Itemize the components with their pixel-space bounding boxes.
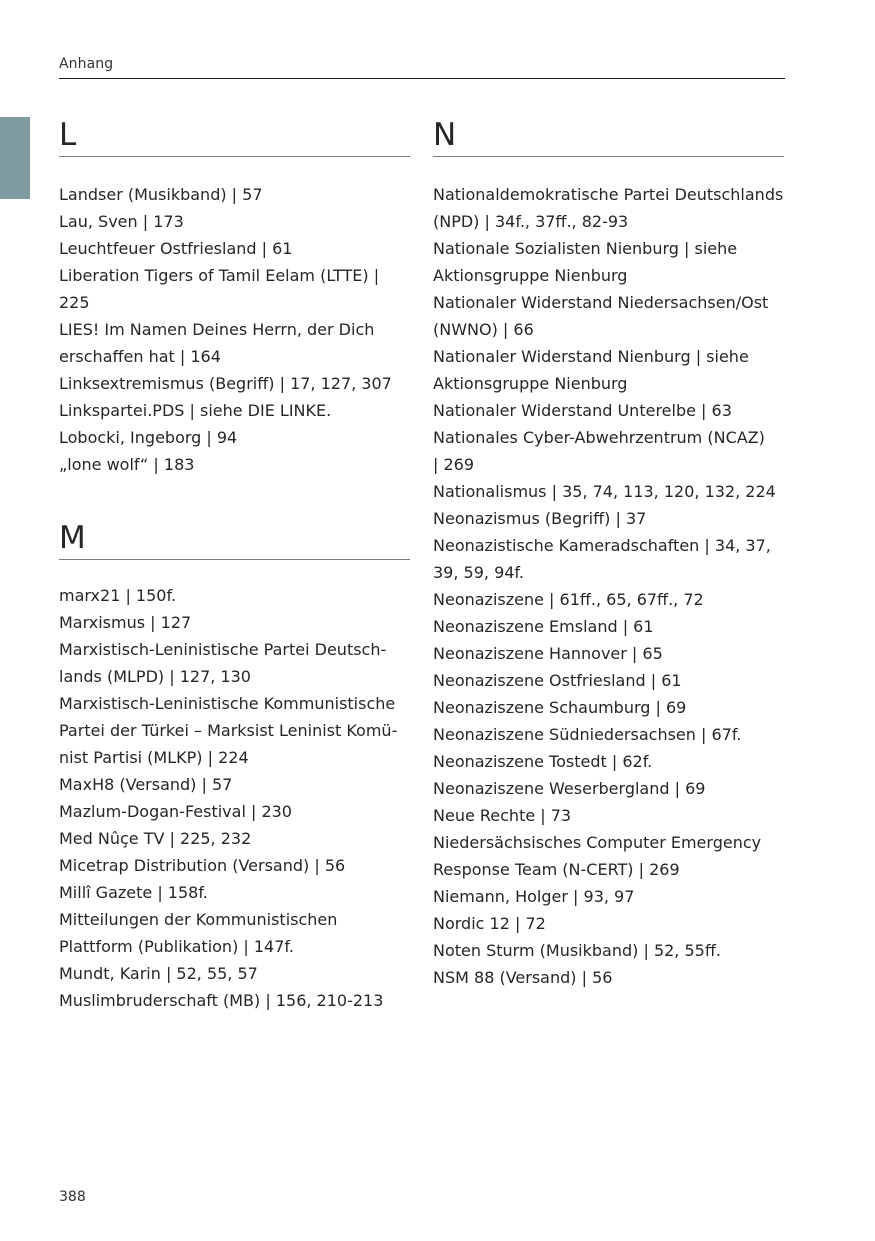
index-entry-line: Neonaziszene | 61ff., 65, 67ff., 72 xyxy=(433,590,704,609)
index-entry-line: Aktionsgruppe Nienburg xyxy=(433,266,628,285)
index-entry-line: nist Partisi (MLKP) | 224 xyxy=(59,748,249,767)
index-entry-line: (NPD) | 34f., 37ff., 82-93 xyxy=(433,212,629,231)
thumb-index-tab xyxy=(0,117,30,199)
index-entry-list-n xyxy=(433,181,785,991)
index-entry-list-l xyxy=(59,181,411,478)
index-entry-line: Neue Rechte | 73 xyxy=(433,806,572,825)
index-entry-line: Response Team (N-CERT) | 269 xyxy=(433,860,680,879)
section-rule-l xyxy=(59,156,410,157)
index-entry-line: Partei der Türkei – Marksist Leninist Komü- xyxy=(59,721,398,740)
index-entry-line: Med Nûçe TV | 225, 232 xyxy=(59,829,252,848)
index-entry-line: Marxismus | 127 xyxy=(59,613,192,632)
section-letter-m: M xyxy=(59,520,86,556)
index-entry-line: MaxH8 (Versand) | 57 xyxy=(59,775,233,794)
index-entry-line: Landser (Musikband) | 57 xyxy=(59,185,263,204)
index-entry-line: Lobocki, Ingeborg | 94 xyxy=(59,428,238,447)
index-entry-line: Marxistisch-Leninistische Partei Deutsch- xyxy=(59,640,387,659)
index-entry-line: Liberation Tigers of Tamil Eelam (LTTE) | xyxy=(59,266,380,285)
index-entry-line: Millî Gazete | 158f. xyxy=(59,883,208,902)
index-entry-line: Linkspartei.PDS | siehe DIE LINKE. xyxy=(59,401,332,420)
index-section-l xyxy=(59,118,411,478)
index-entry-line: Niemann, Holger | 93, 97 xyxy=(433,887,635,906)
section-letter-l: L xyxy=(59,117,77,153)
index-entry-line: Noten Sturm (Musikband) | 52, 55ff. xyxy=(433,941,721,960)
index-entry-line: Neonaziszene Tostedt | 62f. xyxy=(433,752,653,771)
index-entry-line: Marxistisch-Leninistische Kommunistische xyxy=(59,694,396,713)
index-entry-line: Mazlum-Dogan-Festival | 230 xyxy=(59,802,292,821)
index-entry-line: marx21 | 150f. xyxy=(59,586,177,605)
index-entry-list-m xyxy=(59,582,411,1014)
running-head: Anhang xyxy=(59,56,114,72)
index-entry-line: Linksextremismus (Begriff) | 17, 127, 307 xyxy=(59,374,392,393)
index-entry-line: lands (MLPD) | 127, 130 xyxy=(59,667,251,686)
index-entry-line: Lau, Sven | 173 xyxy=(59,212,184,231)
index-entry-line: „lone wolf“ | 183 xyxy=(59,455,195,474)
index-entry-line: Niedersächsisches Computer Emergency xyxy=(433,833,762,852)
index-section-n xyxy=(433,118,785,991)
index-entry-line: 225 xyxy=(59,293,90,312)
index-entry-line: Neonaziszene Südniedersachsen | 67f. xyxy=(433,725,742,744)
index-entry-line: Neonazismus (Begriff) | 37 xyxy=(433,509,647,528)
index-entry-line: NSM 88 (Versand) | 56 xyxy=(433,968,613,987)
index-entry-line: Plattform (Publikation) | 147f. xyxy=(59,937,294,956)
index-entry-line: Neonaziszene Weserbergland | 69 xyxy=(433,779,706,798)
index-entry-line: Nationales Cyber-Abwehrzentrum (NCAZ) xyxy=(433,428,765,447)
index-entry-line: 39, 59, 94f. xyxy=(433,563,524,582)
section-rule-m xyxy=(59,559,410,560)
section-letter-n: N xyxy=(433,117,457,153)
index-entry-line: Mundt, Karin | 52, 55, 57 xyxy=(59,964,258,983)
index-entry-line: Neonazistische Kameradschaften | 34, 37, xyxy=(433,536,771,555)
index-entry-line: Leuchtfeuer Ostfriesland | 61 xyxy=(59,239,293,258)
index-section-m xyxy=(59,521,411,1014)
index-entry-line: Nationaler Widerstand Nienburg | siehe xyxy=(433,347,749,366)
index-entry-line: Mitteilungen der Kommunistischen xyxy=(59,910,338,929)
section-rule-n xyxy=(433,156,784,157)
index-entry-line: Micetrap Distribution (Versand) | 56 xyxy=(59,856,346,875)
header-rule xyxy=(59,78,785,79)
page-number: 388 xyxy=(59,1189,86,1205)
index-entry-line: Nationaler Widerstand Unterelbe | 63 xyxy=(433,401,732,420)
index-entry-line: Muslimbruderschaft (MB) | 156, 210-213 xyxy=(59,991,384,1010)
index-entry-line: Neonaziszene Ostfriesland | 61 xyxy=(433,671,682,690)
index-entry-line: | 269 xyxy=(433,455,475,474)
index-entry-line: Nationaler Widerstand Niedersachsen/Ost xyxy=(433,293,769,312)
index-entry-line: Neonaziszene Hannover | 65 xyxy=(433,644,663,663)
index-entry-line: Nationale Sozialisten Nienburg | siehe xyxy=(433,239,738,258)
index-entry-line: Neonaziszene Schaumburg | 69 xyxy=(433,698,687,717)
index-entry-line: Nationaldemokratische Partei Deutschlands xyxy=(433,185,784,204)
index-entry-line: erschaffen hat | 164 xyxy=(59,347,221,366)
index-entry-line: Nationalismus | 35, 74, 113, 120, 132, 224 xyxy=(433,482,776,501)
index-entry-line: LIES! Im Namen Deines Herrn, der Dich xyxy=(59,320,375,339)
index-entry-line: Neonaziszene Emsland | 61 xyxy=(433,617,654,636)
index-entry-line: Aktionsgruppe Nienburg xyxy=(433,374,628,393)
index-entry-line: (NWNO) | 66 xyxy=(433,320,534,339)
index-entry-line: Nordic 12 | 72 xyxy=(433,914,546,933)
